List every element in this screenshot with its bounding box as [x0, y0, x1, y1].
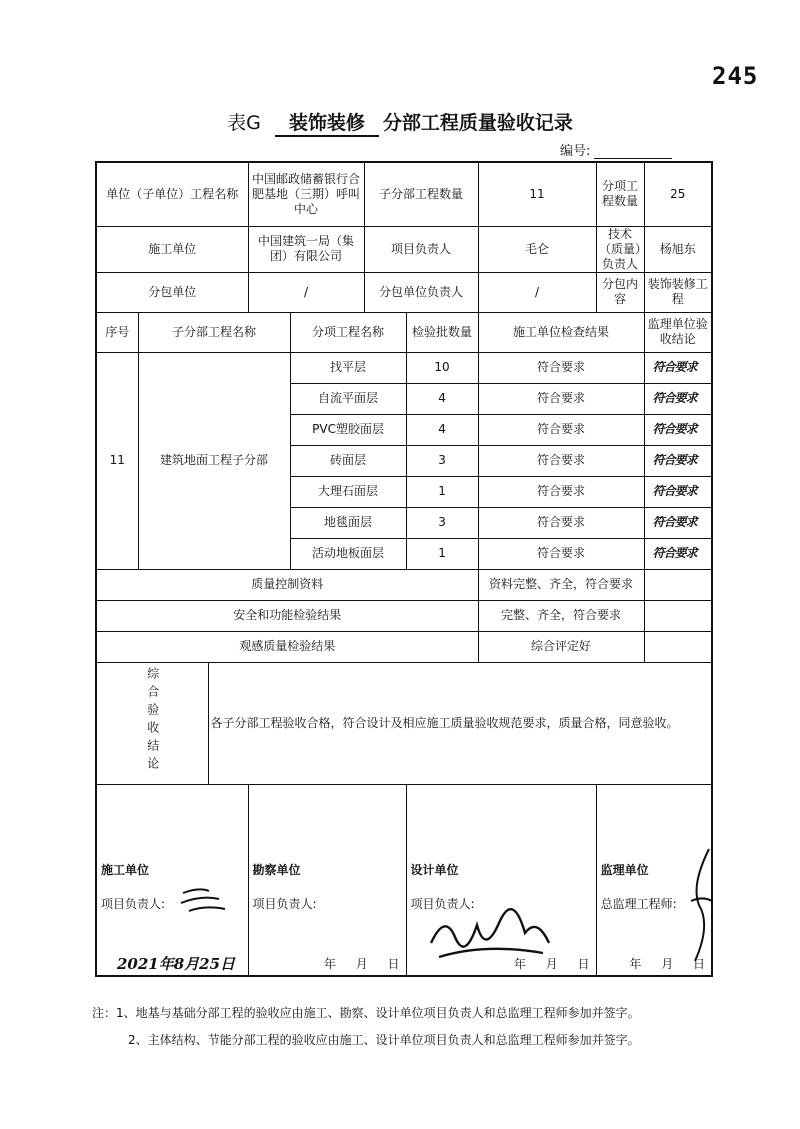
sub-manager-value: / [478, 272, 596, 312]
signoff-unit: 施工单位 [101, 862, 150, 877]
serial-number [560, 140, 672, 159]
acceptance-table [95, 161, 713, 977]
serial-blank [594, 144, 672, 159]
item-count-label: 分项工程数量 [596, 162, 644, 226]
year-label: 年 [629, 956, 642, 971]
page-number: 245 [712, 62, 759, 90]
signoff-design [406, 784, 596, 976]
item-name: 地毯面层 [290, 507, 406, 538]
note-2: 2、主体结构、节能分部工程的验收应由施工、设计单位项目负责人和总监理工程师参加并签字。 [128, 1033, 640, 1047]
division-name: 装饰装修 [275, 108, 379, 137]
appearance-label: 观感质量检验结果 [96, 631, 478, 662]
signoff-date [597, 957, 706, 972]
signoff-resp: 总监理工程师: [600, 896, 677, 911]
item-name: 找平层 [290, 352, 406, 383]
signoff-unit: 监理单位 [600, 862, 649, 877]
item-count-value: 25 [644, 162, 712, 226]
supervisor-signature: 符合要求 [644, 352, 712, 383]
sub-manager-label: 分包单位负责人 [364, 272, 478, 312]
batch-count: 4 [406, 414, 478, 445]
col-batch-count: 检验批数量 [406, 312, 478, 352]
conclusion-text: 各子分部工程验收合格，符合设计及相应施工质量验收规范要求，质量合格，同意验收。 [208, 662, 712, 784]
supervisor-signature: 符合要求 [644, 507, 712, 538]
subcontractor-label: 分包单位 [96, 272, 248, 312]
appearance-supervisor [644, 631, 712, 662]
signoff-survey [248, 784, 406, 976]
quality-docs-label: 质量控制资料 [96, 569, 478, 600]
contractor-result: 符合要求 [478, 507, 644, 538]
contractor-result: 符合要求 [478, 414, 644, 445]
supervisor-signature: 符合要求 [644, 383, 712, 414]
col-item-name: 分项工程名称 [290, 312, 406, 352]
contractor-value: 中国建筑一局（集团）有限公司 [248, 226, 364, 272]
form-code: 表G [227, 112, 261, 134]
contractor-label: 施工单位 [96, 226, 248, 272]
group-name: 建筑地面工程子分部 [138, 352, 290, 569]
signoff-resp: 项目负责人: [101, 896, 166, 911]
safety-result: 完整、齐全，符合要求 [478, 600, 644, 631]
signoff-date [249, 957, 400, 972]
contractor-result: 符合要求 [478, 476, 644, 507]
quality-docs-supervisor [644, 569, 712, 600]
handwritten-date: 2021年8月25日 [117, 954, 236, 973]
sub-content-value: 装饰装修工程 [644, 272, 712, 312]
col-seq: 序号 [96, 312, 138, 352]
supervisor-signature: 符合要求 [644, 538, 712, 569]
conclusion-label: 综合验收结论 [145, 667, 160, 775]
safety-supervisor [644, 600, 712, 631]
month-label: 月 [355, 956, 368, 971]
supervisor-signature: 符合要求 [644, 445, 712, 476]
supervisor-signature: 符合要求 [644, 414, 712, 445]
contractor-result: 符合要求 [478, 445, 644, 476]
project-manager-value: 毛仑 [478, 226, 596, 272]
day-label: 日 [577, 956, 590, 971]
unit-value: 中国邮政储蓄银行合肥基地（三期）呼叫中心 [248, 162, 364, 226]
batch-count: 1 [406, 476, 478, 507]
contractor-result: 符合要求 [478, 383, 644, 414]
quality-docs-result: 资料完整、齐全，符合要求 [478, 569, 644, 600]
sub-div-count-value: 11 [478, 162, 596, 226]
month-label: 月 [545, 956, 558, 971]
item-name: 大理石面层 [290, 476, 406, 507]
signoff-resp: 项目负责人: [252, 896, 317, 911]
supervisor-signature: 符合要求 [644, 476, 712, 507]
supervisor-signature-mark [681, 845, 713, 965]
year-label: 年 [323, 956, 336, 971]
footnotes [92, 1000, 640, 1054]
day-label: 日 [693, 956, 706, 971]
project-manager-label: 项目负责人 [364, 226, 478, 272]
col-sub-div-name: 子分部工程名称 [138, 312, 290, 352]
signoff-date-hand [117, 954, 242, 973]
contractor-result: 符合要求 [478, 538, 644, 569]
signoff-unit: 设计单位 [410, 862, 459, 877]
signoff-supervisor [596, 784, 712, 976]
signoff-date [407, 957, 590, 972]
subcontractor-value: / [248, 272, 364, 312]
serial-label: 编号: [560, 144, 591, 159]
tech-manager-label: 技术（质量）负责人 [596, 226, 644, 272]
appearance-result: 综合评定好 [478, 631, 644, 662]
unit-label: 单位（子单位）工程名称 [96, 162, 248, 226]
group-seq: 11 [96, 352, 138, 569]
batch-count: 4 [406, 383, 478, 414]
signoff-contractor [96, 784, 248, 976]
note-1: 注：1、地基与基础分部工程的验收应由施工、勘察、设计单位项目负责人和总监理工程师参加并签字。 [92, 1006, 640, 1020]
title-suffix: 分部工程质量验收记录 [382, 112, 573, 134]
contractor-result: 符合要求 [478, 352, 644, 383]
batch-count: 1 [406, 538, 478, 569]
design-signature-mark [425, 903, 555, 965]
signoff-unit: 勘察单位 [252, 862, 301, 877]
form-title [0, 108, 800, 137]
tech-manager-value: 杨旭东 [644, 226, 712, 272]
col-supervisor-result: 监理单位验收结论 [644, 312, 712, 352]
batch-count: 10 [406, 352, 478, 383]
item-name: 自流平面层 [290, 383, 406, 414]
day-label: 日 [387, 956, 400, 971]
item-name: 活动地板面层 [290, 538, 406, 569]
col-contractor-result: 施工单位检查结果 [478, 312, 644, 352]
batch-count: 3 [406, 445, 478, 476]
sub-content-label: 分包内容 [596, 272, 644, 312]
contractor-signature-mark [179, 885, 229, 915]
batch-count: 3 [406, 507, 478, 538]
year-label: 年 [513, 956, 526, 971]
sub-div-count-label: 子分部工程数量 [364, 162, 478, 226]
safety-label: 安全和功能检验结果 [96, 600, 478, 631]
conclusion-label-cell [96, 662, 208, 784]
signoff-resp: 项目负责人: [410, 896, 475, 911]
item-name: PVC塑胶面层 [290, 414, 406, 445]
month-label: 月 [661, 956, 674, 971]
item-name: 砖面层 [290, 445, 406, 476]
